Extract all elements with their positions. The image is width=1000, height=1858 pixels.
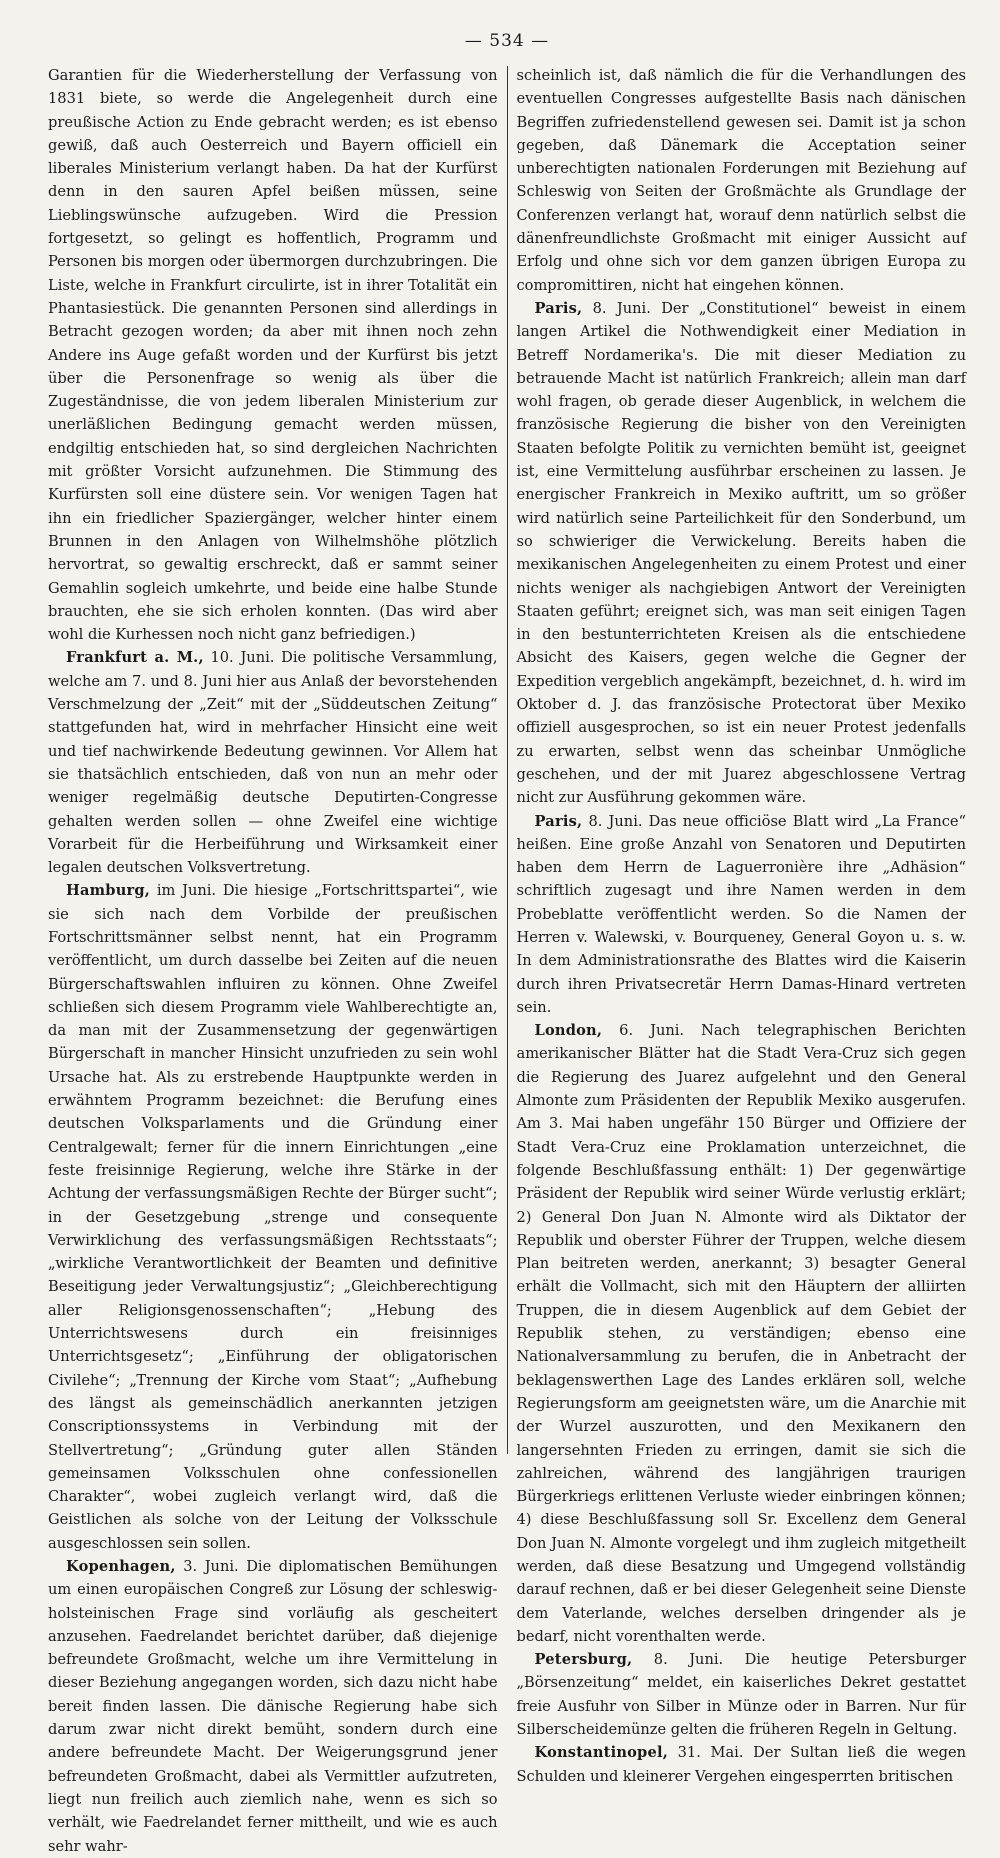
dateline: Kopenhagen, [66, 1558, 176, 1575]
dateline: Paris, [534, 812, 583, 830]
article-paragraph: Paris, 8. Juni. Das neue officiöse Blatt wird „La France“ heißen. Eine große Anzahl von Senatoren und Deputirten haben dem Herrn de Laguerronière ihre „Adhäsion“ schriftlich zugesagt und ihre Namen werden in dem Probeblatte veröffentlicht werden. So die Namen der Herren v. Walewski, v. Bourqueney, General Goyon u. s. w. In dem Administrationsrathe des Blattes wird die Kaiserin durch ihren Privatsecretär Herrn Damas-Hinard vertreten sein. [516, 812, 966, 1016]
dateline: Hamburg, [66, 882, 151, 900]
article-paragraph: Frankfurt a. M., 10. Juni. Die politische Versammlung, welche am 7. und 8. Juni hier aus Anlaß der bevorstehenden Verschmelzung der „Zeit“ mit der „Süddeutschen Zeitung“ stattgefunden hat, wird in mehrfacher Hinsicht eine weit und tief nachwirkende Bedeutung gewinnen. Vor Allem hat sie thatsächlich entschieden, daß von nun an mehr oder weniger regelmäßig deutsche Deputirten-Congresse gehalten werden sollen — ohne Zweifel eine wichtige Vorarbeit für die Herbeiführung und Wirksamkeit einer legalen deutschen Volksvertretung. [48, 649, 498, 877]
article-paragraph: Konstantinopel, 31. Mai. Der Sultan ließ die wegen Schulden und kleinerer Vergehen eingesperrten britischen [516, 1744, 966, 1785]
dateline: Petersburg, [534, 1651, 633, 1669]
article-paragraph: Garantien für die Wiederherstellung der Verfassung von 1831 biete, so werde die Angelegenheit durch eine preußische Action zu Ende gebracht werden; es ist ebenso gewiß, daß auch Oesterreich und Bayern officiell ein liberales Ministerium verlangt haben. Da hat der Kurfürst denn in den sauren Apfel beißen müssen, seine Lieblingswünsche aufzugeben. Wird die Pression fortgesetzt, so gelingt es hoffentlich, Programm und Personen bis morgen oder übermorgen durchzubringen. Die Liste, welche in Frankfurt circulirte, ist in ihrer Totalität ein Phantasiestück. Die genannten Personen sind allerdings in Betracht gezogen worden; da aber mit ihnen noch zehn Andere ins Auge gefaßt worden und der Kurfürst bis jetzt über die Personenfrage so wenig als über die Zugeständnisse, die von jedem liberalen Ministerium zur unerläßlichen Bedingung gemacht werden müssen, endgiltig entschieden hat, so sind dergleichen Nachrichten mit größter Vorsicht aufzunehmen. Die Stimmung des Kurfürsten soll eine düstere sein. Vor wenigen Tagen hat ihn ein friedlicher Spaziergänger, welcher hinter einem Brunnen in den Anlagen von Wilhelmshöhe plötzlich hervortrat, so gewaltig erschreckt, daß er sammt seiner Gemahlin sogleich umkehrte, und beide eine halbe Stunde brauchten, ehe sie sich erholen konnten. (Das wird aber wohl die Kurhessen noch nicht ganz befriedigen.) [48, 67, 498, 644]
article-paragraph: Hamburg, im Juni. Die hiesige „Fortschrittspartei“, wie sie sich nach dem Vorbilde der preußischen Fortschrittsmänner selbst nennt, hat ein Programm veröffentlicht, um durch dasselbe bei Zeiten auf die neuen Bürgerschaftswahlen influiren zu können. Ohne Zweifel schließen sich diesem Programm viele Wahlberechtigte an, da man mit der Zusammensetzung der gegenwärtigen Bürgerschaft in mancher Hinsicht unzufrieden zu sein wohl Ursache hat. Als zu erstrebende Hauptpunkte werden in erwähntem Programm bezeichnet: die Berufung eines deutschen Volksparlaments und die Gründung einer Centralgewalt; ferner für die innern Einrichtungen „eine feste freisinnige Regierung, welche ihre Stärke in der Achtung der verfassungsmäßigen Rechte der Bürger sucht“; in der Gesetzgebung „strenge und consequente Verwirklichung des verfassungsmäßigen Rechtsstaats“; „wirkliche Verantwortlichkeit der Beamten und definitive Beseitigung jeder Verwaltungsjustiz“; „Gleichberechtigung aller Religionsgenossenschaften“; „Hebung des Unterrichtswesens durch ein freisinniges Unterrichtsgesetz“; „Einführung der obligatorischen Civilehe“; „Trennung der Kirche vom Staat“; „Aufhebung des längst als gemeinschädlich anerkannten jetzigen Conscriptionssystems in Verbindung mit der Stellvertretung“; „Gründung guter allen Ständen gemeinsamen Volksschulen ohne confessionellen Charakter“, wobei zugleich verlangt wird, daß die Geistlichen als solche von der Leitung der Volksschule ausgeschlossen sein sollen. [48, 882, 498, 1552]
dateline: Paris, [534, 299, 583, 317]
columns [48, 64, 966, 1855]
right-column [508, 64, 967, 1785]
left-column [48, 64, 507, 1855]
article-paragraph: Kopenhagen, 3. Juni. Die diplomatischen Bemühungen um einen europäischen Congreß zur Lösung der schleswig-holsteinischen Frage sind vorläufig als gescheitert anzusehen. Faedrelandet berichtet darüber, daß diejenige befreundete Großmacht, welche um ihre Vermittelung in dieser Beziehung angegangen worden, sich dazu nicht habe bereit finden lassen. Die dänische Regierung habe sich darum zwar nicht direkt bemüht, sondern durch eine andere befreundete Macht. Der Weigerungsgrund jener befreundeten Großmacht, dabei als Vermittler aufzutreten, liegt nun freilich auch ziemlich nahe, wenn es sich so verhält, wie Faedrelandet ferner mittheilt, und wie es auch sehr wahr- [48, 1558, 498, 1855]
article-paragraph: Paris, 8. Juni. Der „Constitutionel“ beweist in einem langen Artikel die Nothwendigkeit einer Mediation in Betreff Nordamerika's. Die mit dieser Mediation zu betrauende Macht ist natürlich Frankreich; allein man darf wohl fragen, ob gerade dieser Augenblick, in welchem die französische Regierung die bisher von den Vereinigten Staaten befolgte Politik zu vernichten bemüht ist, geeignet ist, eine Vermittelung ausführbar erscheinen zu lassen. Je energischer Frankreich in Mexiko auftritt, um so größer wird natürlich seine Parteilichkeit für den Sonderbund, um so schwieriger die Verwickelung. Bereits haben die mexikanischen Angelegenheiten zu einem Protest und einer nichts weniger als nachgiebigen Antwort der Vereinigten Staaten geführt; ereignet sich, was man seit einigen Tagen in den bestunterrichteten Kreisen als die entschiedene Absicht des Kaisers, gegen welche die Gegner der Expedition vergeblich angekämpft, bezeichnet, d. h. wird im Oktober d. J. das französische Protectorat über Mexiko offiziell ausgesprochen, so ist ein neuer Protest jedenfalls zu erwarten, selbst wenn das scheinbar Unmögliche geschehen, und der mit Juarez abgeschlossene Vertrag nicht zur Ausführung gekommen wäre. [516, 299, 966, 807]
dateline: Konstantinopel, [534, 1744, 668, 1762]
dateline: London, [534, 1022, 603, 1040]
dateline: Frankfurt a. M., [66, 649, 204, 667]
page-number: — 534 — [464, 31, 550, 51]
article-paragraph: Petersburg, 8. Juni. Die heutige Petersburger „Börsenzeitung“ meldet, ein kaiserliches Dekret gestattet freie Ausfuhr von Silber in Münze oder in Barren. Nur für Silberscheidemünze gelten die früheren Regeln in Geltung. [516, 1651, 966, 1739]
article-paragraph: scheinlich ist, daß nämlich die für die Verhandlungen des eventuellen Congresses aufgestellte Basis nach dänischen Begriffen zufriedenstellend gewesen sei. Damit ist ja schon gegeben, daß Dänemark die Acceptation seiner unberechtigten nationalen Forderungen mit Beziehung auf Schleswig von Seiten der Großmächte als Grundlage der Conferenzen verlangt hat, worauf denn natürlich selbst die dänenfreundlichste Großmacht mit einiger Aussicht auf Erfolg und ohne sich vor dem ganzen übrigen Europa zu compromittiren, nicht hat eingehen können. [516, 67, 966, 294]
article-paragraph: London, 6. Juni. Nach telegraphischen Berichten amerikanischer Blätter hat die Stadt Vera-Cruz sich gegen die Regierung des Juarez aufgelehnt und den General Almonte zum Präsidenten der Republik Mexiko ausgerufen. Am 3. Mai haben ungefähr 150 Bürger und Offiziere der Stadt Vera-Cruz eine Proklamation unterzeichnet, die folgende Beschlußfassung enthält: 1) Der gegenwärtige Präsident der Republik wird seiner Würde verlustig erklärt; 2) General Don Juan N. Almonte wird als Diktator der Republik und oberster Führer der Truppen, welche diesem Plan beitreten werden, anerkannt; 3) besagter General erhält die Vollmacht, sich mit den Häuptern der alliirten Truppen, die in diesem Augenblick auf dem Gebiet der Republik stehen, zu verständigen; ebenso eine Nationalversammlung zu berufen, die in Anbetracht der beklagenswerthen Lage des Landes erklären soll, welche Regierungsform am geeignetsten wäre, um die Anarchie mit der Wurzel auszurotten, und den Mexikanern den langersehnten Frieden zu erringen, damit sie sich die zahlreichen, während des langjährigen traurigen Bürgerkriegs erlittenen Verluste wieder einbringen können; 4) diese Beschlußfassung soll Sr. Excellenz dem General Don Juan N. Almonte vorgelegt und ihm zugleich mitgetheilt werden, daß diese Besatzung und Umgegend vollständig darauf rechnen, daß er bei dieser Gelegenheit seine Dienste dem Vaterlande, welches derselben dringender als je bedarf, nicht vorenthalten werde. [516, 1022, 966, 1645]
